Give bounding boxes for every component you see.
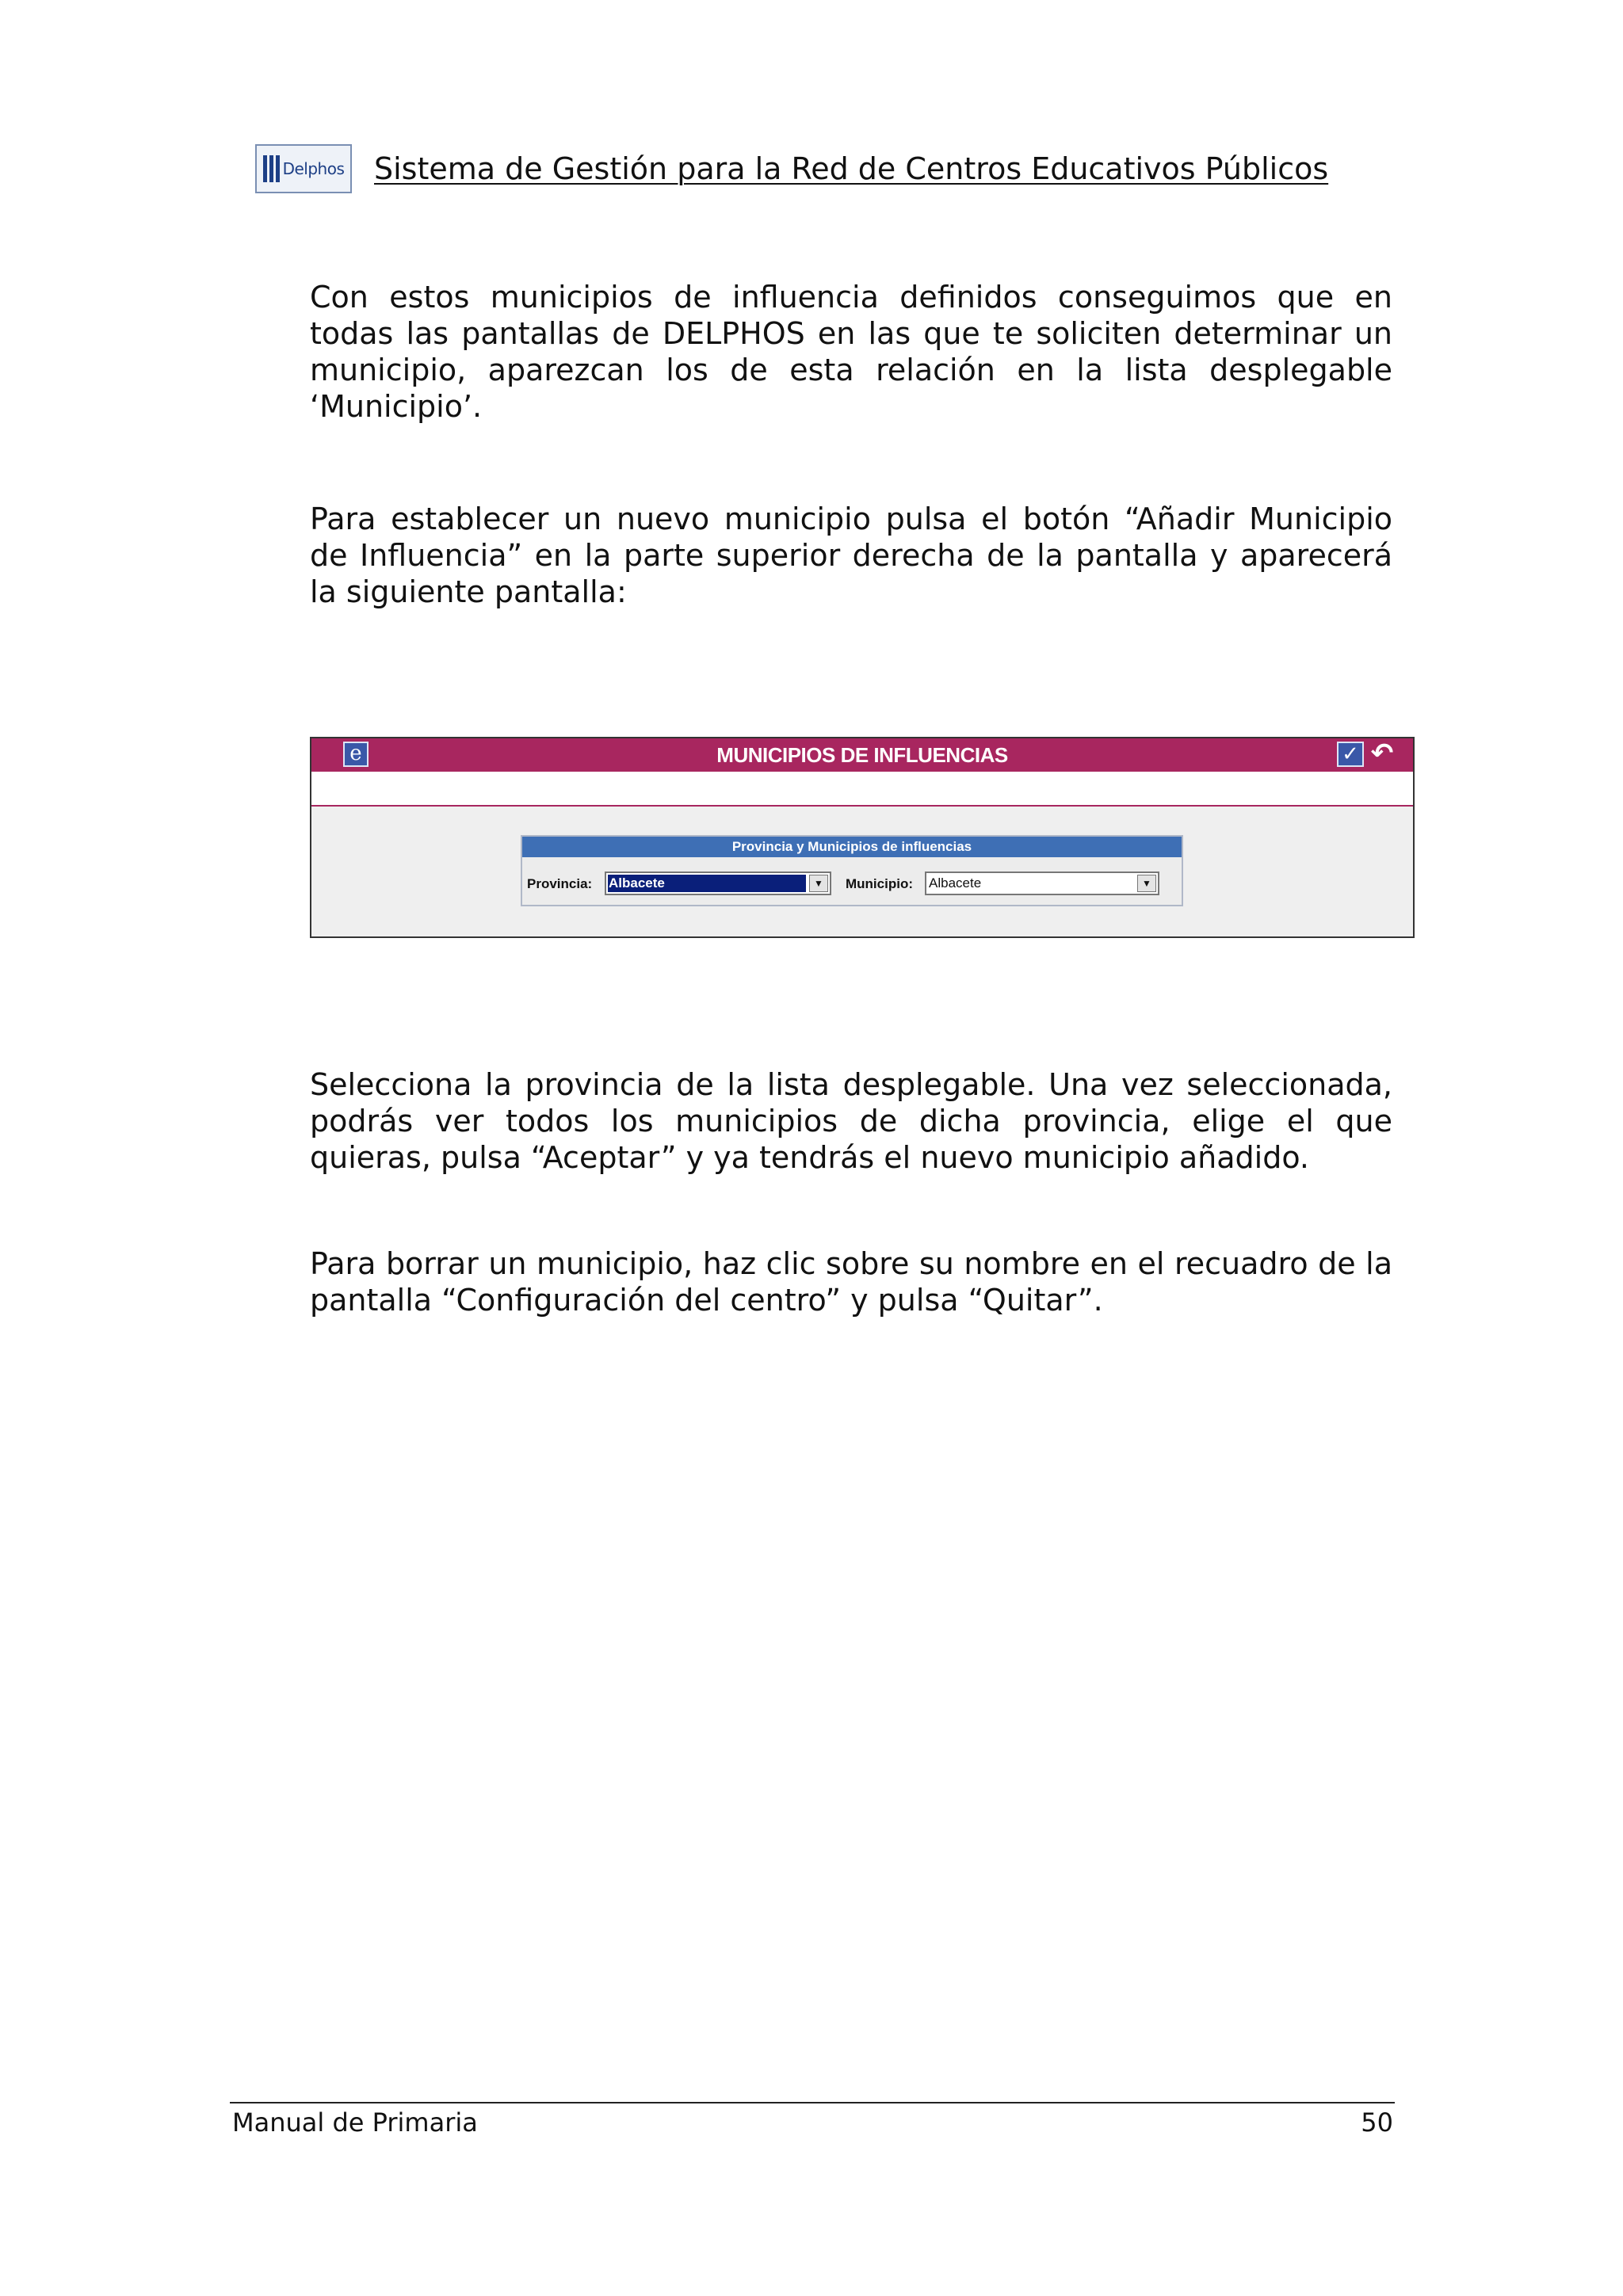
delphos-logo [255,144,352,193]
municipio-label: Municipio: [846,876,913,891]
page-header [255,144,1328,193]
header-title: Sistema de Gestión para la Red de Centros Educativos Públicos [374,151,1329,186]
accept-check-icon[interactable]: ✓ [1337,742,1364,767]
chevron-down-icon[interactable]: ▼ [1137,875,1156,892]
provincia-label: Provincia: [527,876,593,891]
page-number: 50 [1361,2107,1393,2138]
municipio-value: Albacete [929,875,982,891]
panel-title: Provincia y Municipios de influencias [522,837,1182,857]
chevron-down-icon[interactable]: ▼ [809,875,828,892]
provincia-select[interactable] [605,871,831,895]
paragraph-2: Para establecer un nuevo municipio pulsa el botón “Añadir Municipio de Influencia” en la parte superior derecha de la pantalla y aparecerá la siguiente pantalla: [310,502,1392,609]
paragraph-1: Con estos municipios de influencia definidos conseguimos que en todas las pantallas de DELPHOS en las que te soliciten determinar un municipio, aparezcan los de esta relación en la lista desplegable ‘Municipio’. [310,280,1392,424]
toolbar-strip [311,772,1413,807]
window-title: MUNICIPIOS DE INFLUENCIAS [716,743,1008,767]
logo-text: Delphos [282,159,345,178]
pillars-icon [263,155,280,182]
footer-manual-title: Manual de Primaria [232,2107,478,2138]
e-icon[interactable]: e [343,742,369,767]
footer-divider [230,2102,1395,2103]
paragraph-4: Para borrar un municipio, haz clic sobre su nombre en el recuadro de la pantalla “Configuración del centro” y pulsa “Quitar”. [310,1246,1392,1318]
undo-arrow-icon[interactable]: ↶ [1370,738,1394,769]
paragraph-3: Selecciona la provincia de la lista desplegable. Una vez seleccionada, podrás ver todos los municipios de dicha provincia, elige el que quieras, pulsa “Aceptar” y ya tendrás el nuevo municipio añadido. [310,1067,1392,1175]
provincia-municipio-panel [521,835,1183,906]
municipio-select[interactable] [925,871,1159,895]
embedded-screenshot [310,737,1415,938]
window-titlebar [311,738,1413,772]
provincia-value: Albacete [609,875,665,891]
